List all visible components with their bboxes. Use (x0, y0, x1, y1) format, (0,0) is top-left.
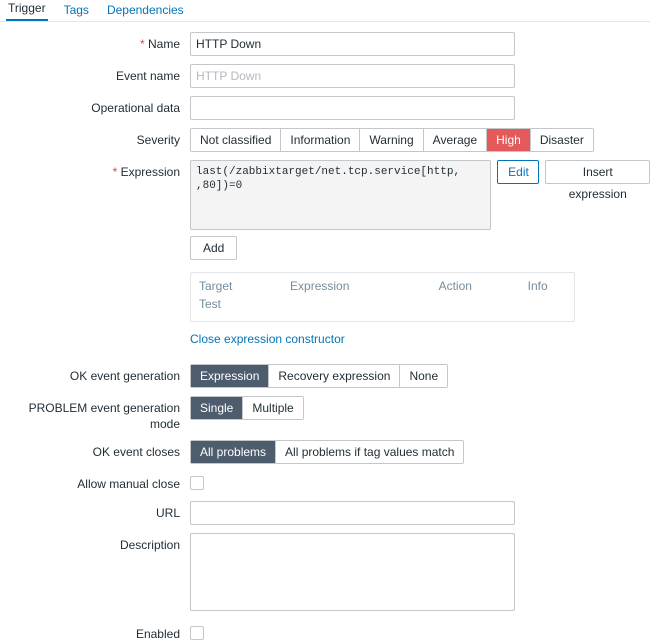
expression-textarea[interactable] (190, 160, 491, 230)
tab-trigger[interactable]: Trigger (6, 1, 48, 21)
ok-event-closes-control (190, 440, 464, 464)
row-description (0, 533, 650, 614)
operational-data-label: Operational data (91, 101, 180, 115)
ok-event-closes-label: OK event closes (92, 445, 180, 459)
close-expression-constructor-link[interactable]: Close expression constructor (190, 332, 345, 346)
row-severity (0, 128, 650, 152)
description-label: Description (119, 538, 180, 552)
cell-info (528, 297, 566, 311)
edit-expression-button[interactable]: Edit (497, 160, 539, 184)
severity-segmented-control (190, 128, 594, 152)
event-name-label: Event name (115, 69, 180, 83)
ok-event-generation-option-none[interactable]: None (400, 365, 447, 387)
problem-mode-option-multiple[interactable]: Multiple (243, 397, 302, 419)
allow-manual-close-checkbox[interactable] (190, 476, 204, 490)
cell-expression (290, 297, 439, 311)
row-expression (0, 160, 650, 260)
severity-option-information[interactable]: Information (281, 129, 360, 151)
ok-event-generation-option-recovery-expression[interactable]: Recovery expression (269, 365, 400, 387)
name-input[interactable] (190, 32, 515, 56)
severity-label: Severity (136, 133, 180, 147)
operational-data-input[interactable] (190, 96, 515, 120)
row-operational-data (0, 96, 650, 120)
severity-option-average[interactable]: Average (424, 129, 487, 151)
add-button[interactable]: Add (190, 236, 237, 260)
severity-option-disaster[interactable]: Disaster (531, 129, 593, 151)
url-label: URL (155, 506, 180, 520)
problem-event-generation-mode-control (190, 396, 304, 420)
tab-tags[interactable]: Tags (63, 3, 89, 17)
expression-label: * Expression (112, 165, 180, 179)
row-ok-event-closes (0, 440, 650, 464)
row-url (0, 501, 650, 525)
enabled-checkbox[interactable] (190, 626, 204, 640)
severity-option-warning[interactable]: Warning (360, 129, 423, 151)
column-header-target: Target (199, 279, 233, 293)
insert-expression-button[interactable]: Insert expression (545, 160, 650, 184)
url-input[interactable] (190, 501, 515, 525)
column-header-info: Info (527, 279, 548, 293)
tab-dependencies[interactable]: Dependencies (106, 3, 184, 17)
ok-event-generation-control (190, 364, 448, 388)
column-header-action: Action (438, 279, 472, 293)
description-textarea[interactable] (190, 533, 515, 611)
event-name-input[interactable] (190, 64, 515, 88)
row-allow-manual-close (0, 472, 650, 493)
ok-event-closes-option-all-problems[interactable]: All problems (191, 441, 276, 463)
ok-event-closes-option-tag-values-match[interactable]: All problems if tag values match (276, 441, 463, 463)
required-marker: * (139, 37, 145, 51)
ok-event-generation-option-expression[interactable]: Expression (191, 365, 269, 387)
row-ok-event-generation (0, 364, 650, 388)
required-marker: * (112, 165, 118, 179)
severity-option-high[interactable]: High (487, 129, 531, 151)
row-expression-table (0, 268, 650, 356)
row-event-name (0, 64, 650, 88)
cell-target: Test (199, 297, 222, 311)
enabled-label: Enabled (135, 627, 180, 641)
tab-bar (0, 0, 650, 22)
table-header (191, 273, 574, 297)
name-label: * Name (139, 37, 180, 51)
ok-event-generation-label: OK event generation (69, 369, 180, 383)
problem-event-generation-mode-label: PROBLEM event generation mode (28, 401, 180, 431)
expression-table (190, 272, 575, 322)
column-header-expression: Expression (290, 279, 350, 293)
problem-mode-option-single[interactable]: Single (191, 397, 243, 419)
trigger-form (0, 22, 650, 641)
row-problem-event-generation-mode (0, 396, 650, 432)
severity-option-not-classified[interactable]: Not classified (191, 129, 281, 151)
row-enabled (0, 622, 650, 641)
cell-action (439, 297, 528, 311)
table-row (191, 297, 574, 321)
row-name (0, 32, 650, 56)
allow-manual-close-label: Allow manual close (77, 477, 180, 491)
